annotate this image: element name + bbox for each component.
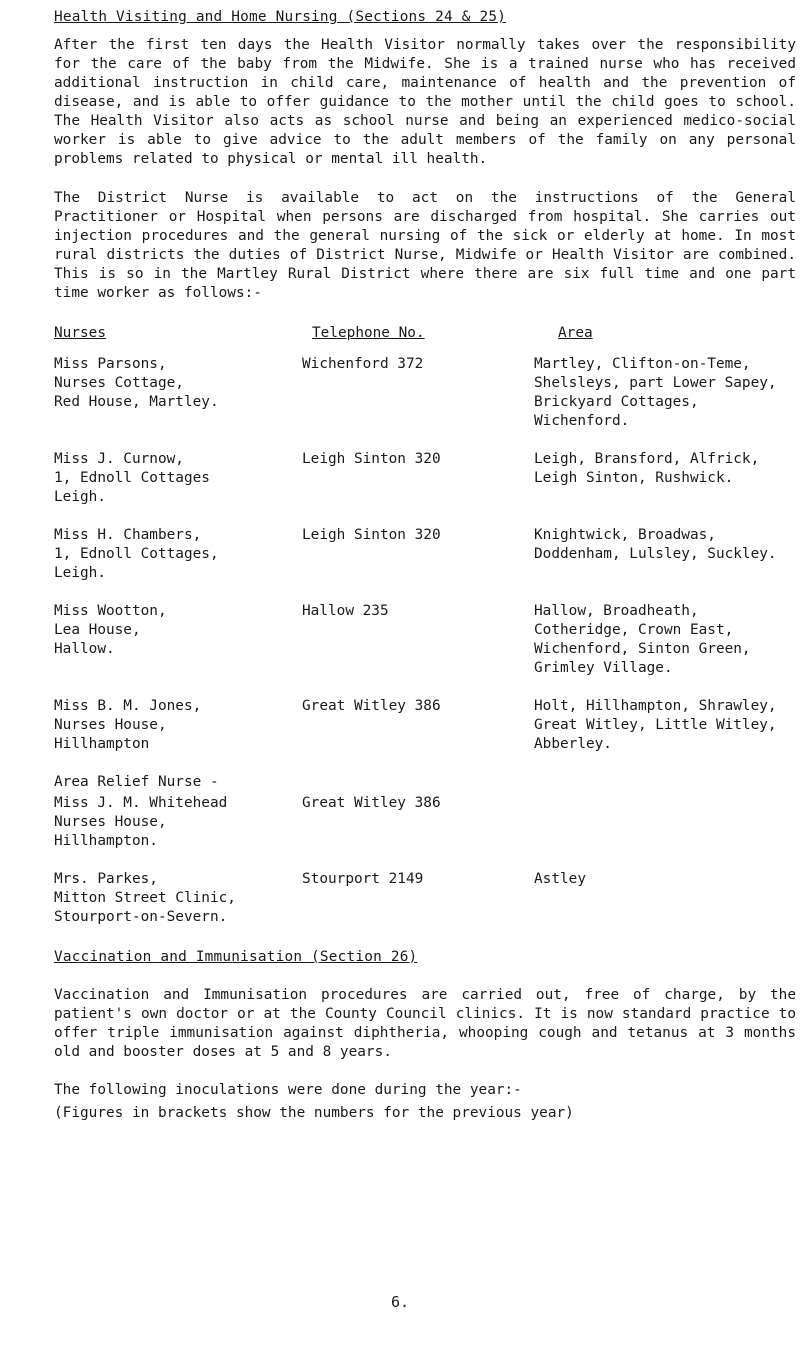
header-telephone: Telephone No. [312, 325, 425, 341]
telephone-cell: Hallow 235 [302, 603, 389, 619]
header-area: Area [558, 325, 593, 341]
page-content [54, 8, 796, 1123]
area-cell: Leigh, Bransford, Alfrick, Leigh Sinton, Rushwick. [534, 451, 760, 486]
area-cell: Holt, Hillhampton, Shrawley, Great Witley, Little Witley, Abberley. [534, 698, 777, 752]
area-cell: Knightwick, Broadwas, Doddenham, Lulsley, Suckley. [534, 527, 777, 562]
table-row [54, 697, 796, 754]
paragraph-inoculations-intro: The following inoculations were done during the year:- [54, 1082, 522, 1098]
table-row [54, 794, 796, 851]
nurses-table-header [54, 324, 796, 343]
telephone-cell: Wichenford 372 [302, 356, 424, 372]
area-cell: Astley [534, 871, 586, 887]
paragraph-vaccination: Vaccination and Immunisation procedures are carried out, free of charge, by the patient's own doctor or at the County Council clinics. It is now standard practice to offer triple immunisation against diphtheria, whooping cough and tetanus at 3 months old and booster doses at 5 and 8 years. [54, 987, 796, 1060]
area-cell [534, 794, 796, 851]
paragraph-health-visitor: After the first ten days the Health Visitor normally takes over the responsibility for the care of the baby from the Midwife. She is a trained nurse who has received additional instruction in child care, maintenance of health and the prevention of disease, and is able to offer guidance to the mother until the child goes to school. The Health Visitor also acts as school nurse and being an experienced medico-social worker is able to give advice to the adult members of the family on any personal problems related to physical or mental ill health. [54, 37, 796, 167]
table-row [54, 602, 796, 678]
nurse-cell: Miss H. Chambers, 1, Ednoll Cottages, Leigh. [54, 527, 219, 581]
section-heading-health-visiting: Health Visiting and Home Nursing (Sections 24 & 25) [54, 9, 507, 25]
table-row [54, 355, 796, 431]
nurses-table [54, 324, 796, 927]
nurse-cell: Miss Wootton, Lea House, Hallow. [54, 603, 167, 657]
table-row [54, 870, 796, 927]
page-number: 6. [390, 1293, 410, 1311]
telephone-cell: Leigh Sinton 320 [302, 451, 441, 467]
table-row [54, 450, 796, 507]
nurse-cell: Miss B. M. Jones, Nurses House, Hillhampton [54, 698, 202, 752]
paragraph-figures-note: (Figures in brackets show the numbers for the previous year) [54, 1105, 574, 1121]
area-cell: Martley, Clifton-on-Teme, Shelsleys, part Lower Sapey, Brickyard Cottages, Wichenford. [534, 356, 777, 429]
section-heading-vaccination: Vaccination and Immunisation (Section 26) [54, 949, 418, 965]
header-nurses: Nurses [54, 325, 106, 341]
nurse-cell: Miss J. M. Whitehead Nurses House, Hillhampton. [54, 795, 228, 849]
telephone-cell: Leigh Sinton 320 [302, 527, 441, 543]
relief-nurse-label: Area Relief Nurse - [54, 774, 219, 790]
table-row [54, 526, 796, 583]
paragraph-district-nurse: The District Nurse is available to act on the instructions of the General Practitioner or Hospital when persons are discharged from hospital. She carries out injection procedures and the general nursing of the sick or elderly at home. In most rural districts the duties of District Nurse, Midwife or Health Visitor are combined. This is so in the Martley Rural District where there are six full time and one part time worker as follows:- [54, 190, 796, 301]
telephone-cell: Great Witley 386 [302, 698, 441, 714]
nurse-cell: Miss Parsons, Nurses Cottage, Red House, Martley. [54, 356, 219, 410]
telephone-cell: Great Witley 386 [302, 795, 441, 811]
nurse-cell: Mrs. Parkes, Mitton Street Clinic, Stourport-on-Severn. [54, 871, 236, 925]
area-cell: Hallow, Broadheath, Cotheridge, Crown East, Wichenford, Sinton Green, Grimley Village. [534, 603, 751, 676]
telephone-cell: Stourport 2149 [302, 871, 424, 887]
nurse-cell: Miss J. Curnow, 1, Ednoll Cottages Leigh. [54, 451, 210, 505]
